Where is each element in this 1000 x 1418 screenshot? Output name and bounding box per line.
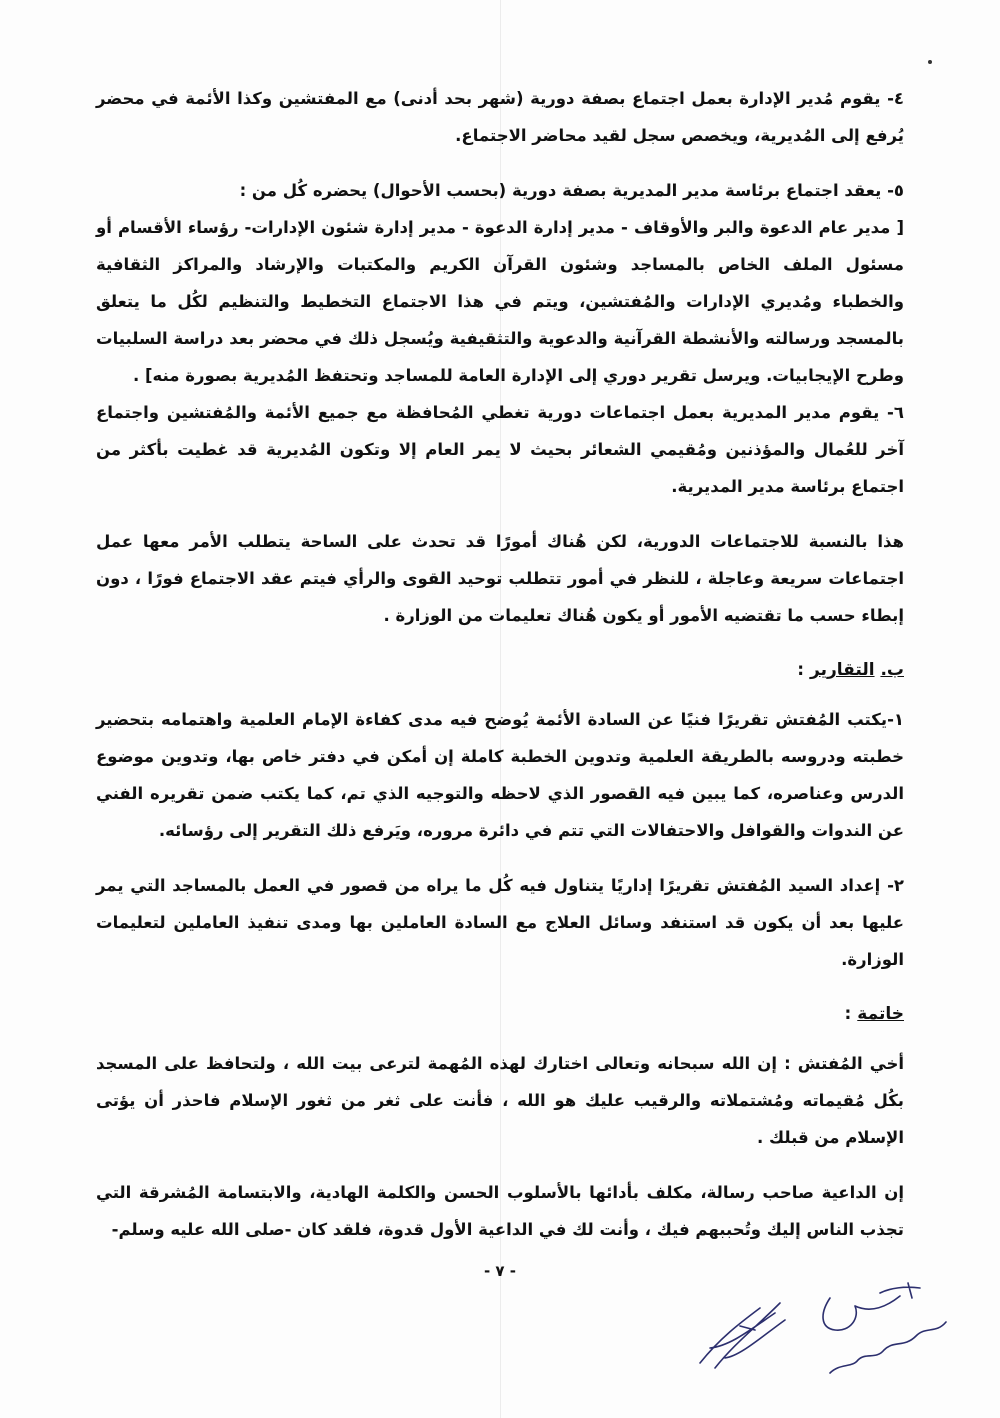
paragraph-item-5-attendees: [ مدير عام الدعوة والبر والأوقاف - مدير إدارة الدعوة - مدير إدارة شئون الإدارات- رؤساء الأقسام أو مسئول الملف الخاص بالمساجد وشئون القرآن الكريم والمكتبات والإرشاد والمراكز الثقافية والخطباء ومُديري الإدارات والمُفتشين، ويتم في هذا الاجتماع التخطيط والتنظيم لكُل ما يتعلق بالمسجد ورسالته والأنشطة القرآنية والدعوية والتثقيفية ويُسجل ذلك في محضر بعد دراسة السلبيات وطرح الإيجابيات. ويرسل تقرير دوري إلى الإدارة العامة للمساجد وتحتفظ المُديرية بصورة منه] . bbox=[96, 218, 904, 385]
section-title: التقارير bbox=[810, 660, 875, 680]
document-body bbox=[96, 80, 904, 1266]
conclusion-colon: : bbox=[844, 1004, 852, 1024]
conclusion-title: خاتمة bbox=[857, 1004, 904, 1024]
paragraph-item-6: ٦- يقوم مدير المديرية بعمل اجتماعات دورية تغطي المُحافظة مع جميع الأئمة والمُفتشين واجتماع آخر للعُمال والمؤذنين ومُقيمي الشعائر بحيث لا يمر العام إلا وتكون المُديرية قد غطيت بأكثر من اجتماع برئاسة مدير المديرية. bbox=[96, 403, 904, 496]
conclusion-paragraph-1: أخي المُفتش : إن الله سبحانه وتعالى اختارك لهذه المُهمة لترعى بيت الله ، ولتحافظ على المسجد بكُل مُقيماته ومُشتملاته والرقيب عليك هو الله ، فأنت على ثغر من ثغور الإسلام فاحذر أن يؤتى الإسلام من قبلك . bbox=[96, 1054, 904, 1147]
report-item-1: ١-يكتب المُفتش تقريرًا فنيًا عن السادة الأئمة يُوضح فيه مدى كفاءة الإمام العلمية واهتمامه بتحضير خطبته ودروسه بالطريقة العلمية وتدوين الخطبة كاملة إن أمكن في دفتر خاص بها، وتدوين موضوع الدرس وعناصره، كما يبين فيه القصور الذي لاحظه والتوجيه الذي تم، كما يكتب ضمن تقريره الفني عن الندوات والقوافل والاحتفالات التي تتم في دائرة مروره، ويَرفع ذلك التقرير إلى رؤسائه. bbox=[96, 710, 904, 840]
paragraph-item-5: ٥- يعقد اجتماع برئاسة مدير المديرية بصفة دورية (بحسب الأحوال) يحضره كُل من : bbox=[239, 181, 904, 200]
handwritten-signature bbox=[680, 1268, 970, 1398]
conclusion-paragraph-2: إن الداعية صاحب رسالة، مكلف بأدائها بالأسلوب الحسن والكلمة الهادية، والابتسامة المُشرقة التي تجذب الناس إليك وتُحببهم فيك ، وأنت لك في الداعية الأول قدوة، فلقد كان -صلى الله عليه وسلم- bbox=[96, 1183, 904, 1239]
signature-date-stroke bbox=[830, 1322, 946, 1373]
report-item-2: ٢- إعداد السيد المُفتش تقريرًا إداريًا يتناول فيه كُل ما يراه من قصور في العمل بالمساجد التي يمر عليها بعد أن يكون قد استنفد وسائل العلاج مع السادة العاملين بها ومدى تنفيذ العاملين لتعليمات الوزارة. bbox=[96, 876, 904, 969]
section-colon: : bbox=[797, 660, 805, 680]
paragraph-item-4: ٤- يقوم مُدير الإدارة بعمل اجتماع بصفة دورية (شهر بحد أدنى) مع المفتشين وكذا الأئمة في محضر يُرفع إلى المُديرية، ويخصص سجل لقيد محاضر الاجتماع. bbox=[96, 89, 904, 145]
section-heading-conclusion bbox=[96, 996, 904, 1033]
page-number: - ٧ - bbox=[483, 1262, 517, 1280]
section-prefix: ب. bbox=[880, 660, 904, 680]
signature-stroke-right bbox=[823, 1283, 920, 1330]
section-heading-reports bbox=[96, 652, 904, 689]
paragraph-urgent-meetings: هذا بالنسبة للاجتماعات الدورية، لكن هُناك أمورًا قد تحدث على الساحة يتطلب الأمر معها عمل اجتماعات سريعة وعاجلة ، للنظر في أمور تتطلب توحيد القوى والرأي فيتم عقد الاجتماع فورًا ، دون إبطاء حسب ما تقتضيه الأمور أو يكون هُناك تعليمات من الوزارة . bbox=[96, 532, 904, 625]
speck bbox=[928, 60, 932, 64]
signature-stroke-left bbox=[700, 1303, 785, 1368]
